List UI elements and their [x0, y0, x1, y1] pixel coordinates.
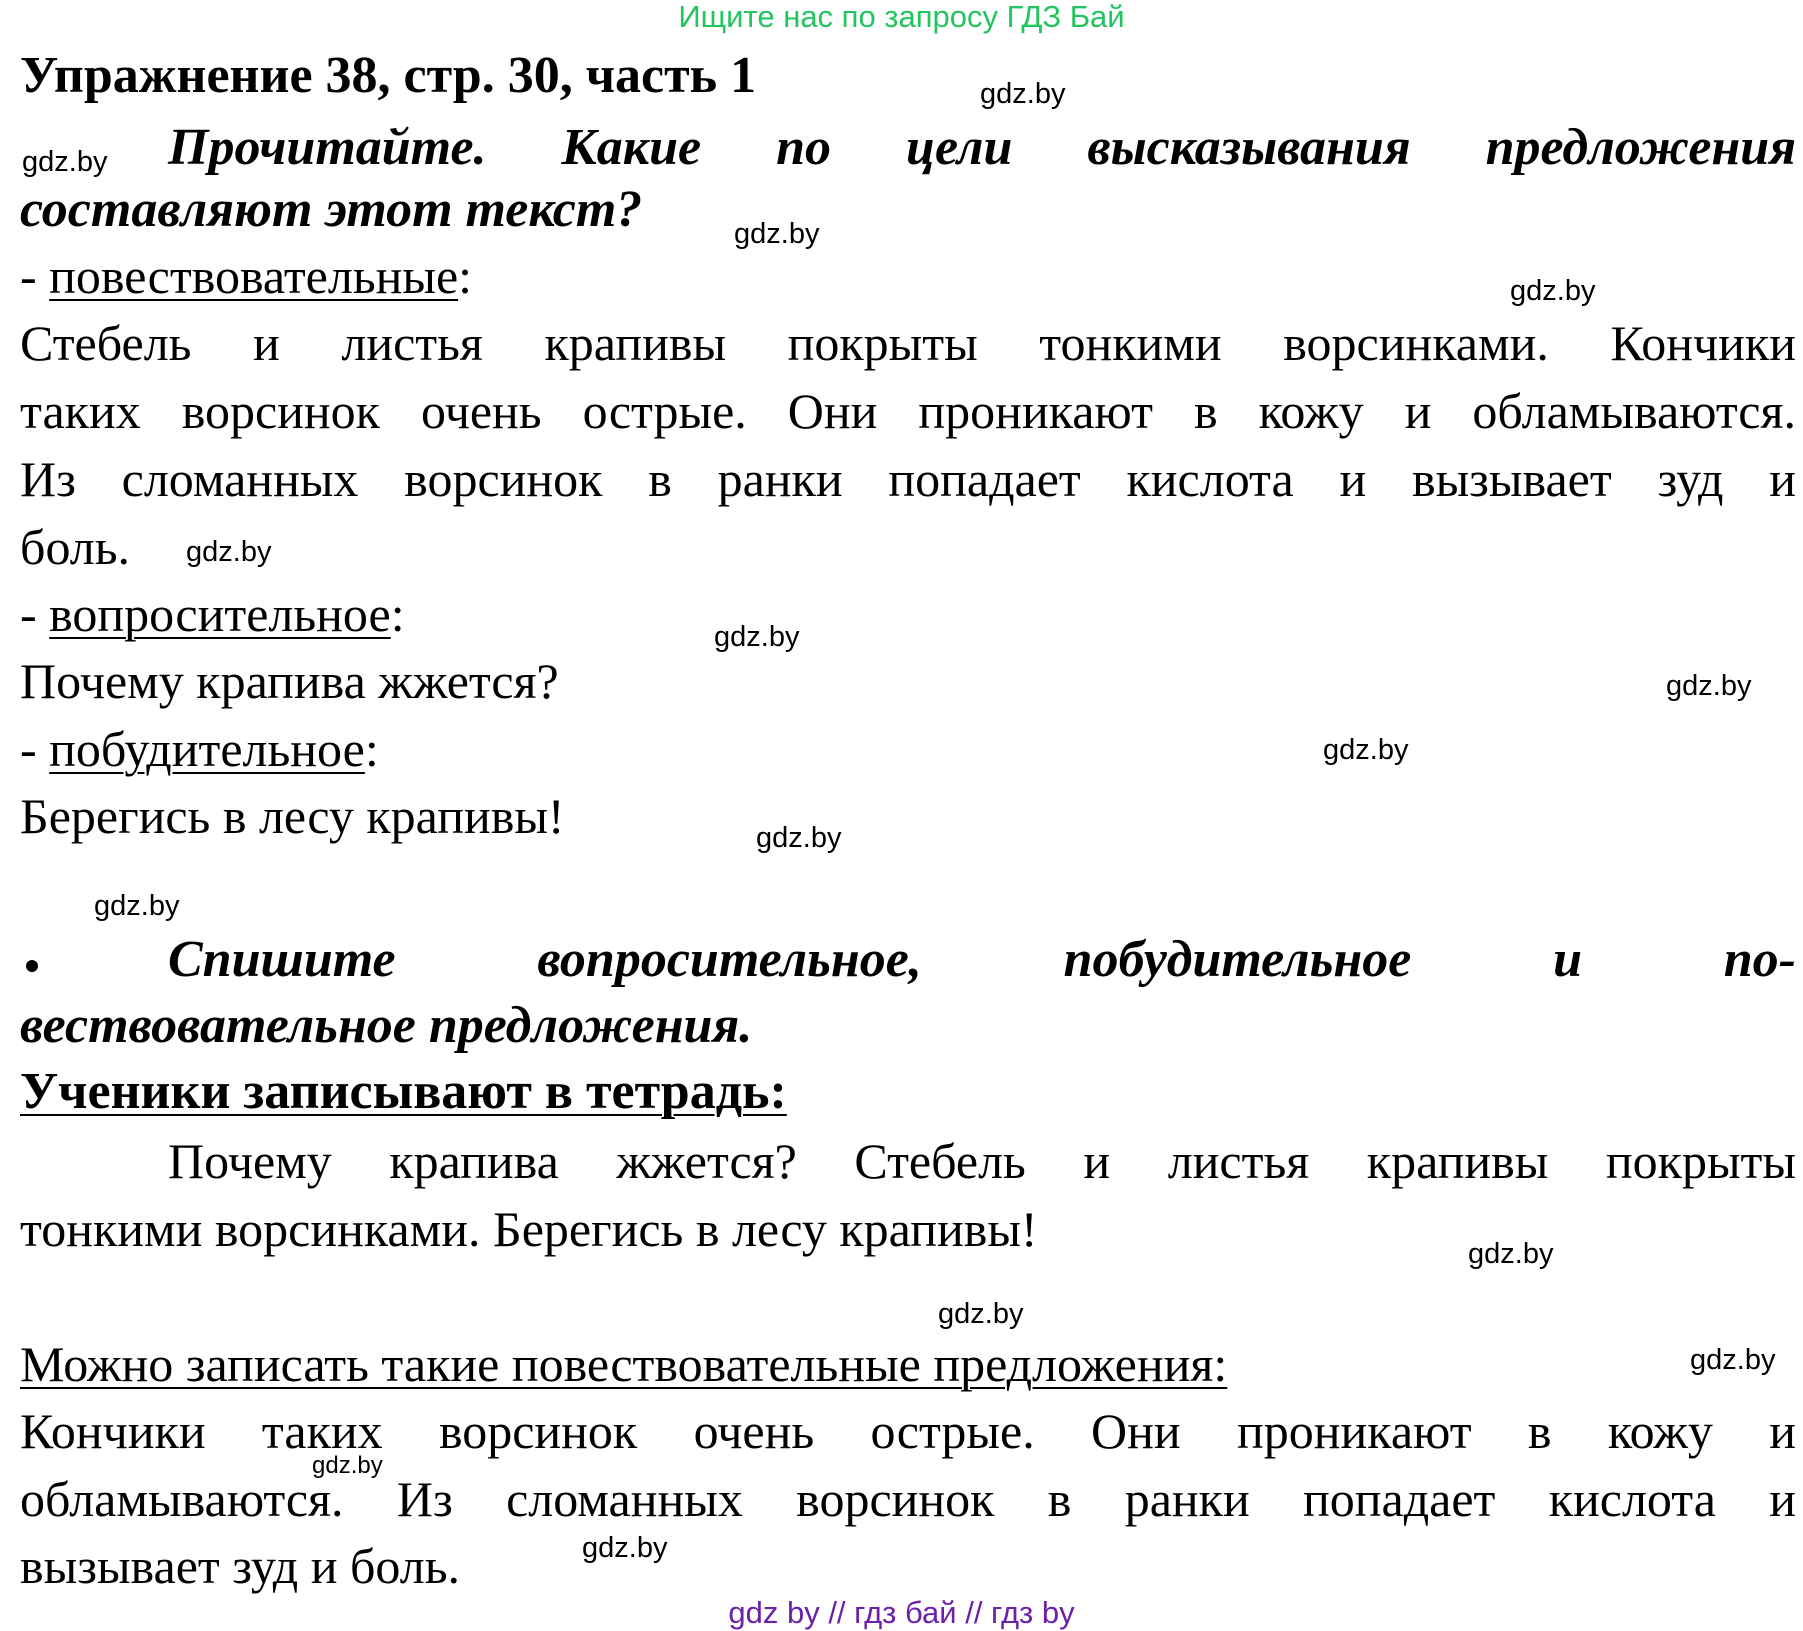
narrative-text-line-3: Из сломанных ворсинок в ранки попадает кислота и вызывает зуд и	[20, 451, 1796, 507]
students-text-line-2: тонкими ворсинками. Берегись в лесу крапивы!	[20, 1201, 1038, 1257]
watermark: gdz.by	[582, 1532, 668, 1564]
bottom-banner: gdz by // гдз бай // гдз by	[728, 1595, 1075, 1630]
watermark: gdz.by	[938, 1298, 1024, 1330]
narrative-label: повествовательные	[49, 248, 459, 304]
watermark: gdz.by	[734, 218, 820, 250]
dash: -	[20, 586, 50, 642]
alt-text-line-2: обламываются. Из сломанных ворсинок в ранки попадает кислота и	[20, 1471, 1796, 1527]
task-2-line-1: Спишите вопросительное, побудительное и по-	[168, 931, 1796, 988]
bullet-icon	[26, 960, 38, 972]
question-label-line	[20, 584, 1796, 644]
colon: :	[364, 721, 379, 777]
task-2-line-2: вествовательное предложения.	[20, 997, 753, 1054]
alt-heading	[20, 1334, 1796, 1394]
watermark: gdz.by	[980, 78, 1066, 110]
watermark: gdz.by	[714, 621, 800, 653]
watermark: gdz.by	[756, 822, 842, 854]
students-heading	[20, 1062, 1796, 1122]
watermark: gdz.by	[186, 536, 272, 568]
alt-heading-text: Можно записать такие повествовательные предложения:	[20, 1336, 1228, 1392]
narrative-text-line-4: боль.	[20, 519, 131, 575]
colon: :	[390, 586, 405, 642]
exercise-title: Упражнение 38, стр. 30, часть 1	[20, 47, 757, 104]
alt-text-line-3: вызывает зуд и боль.	[20, 1538, 461, 1594]
alt-text-line-1: Кончики таких ворсинок очень острые. Они проникают в кожу и	[20, 1403, 1796, 1459]
dash: -	[20, 721, 50, 777]
top-banner: Ищите нас по запросу ГДЗ Бай	[678, 0, 1125, 34]
narrative-text-line-2: таких ворсинок очень острые. Они проникают в кожу и обламываются.	[20, 383, 1796, 439]
watermark: gdz.by	[1690, 1344, 1776, 1376]
dash: -	[20, 248, 50, 304]
watermark: gdz.by	[312, 1452, 383, 1479]
watermark: gdz.by	[1468, 1238, 1554, 1270]
students-heading-text: Ученики записывают в тетрадь:	[20, 1063, 787, 1120]
task-instruction-line-2: составляют этот текст?	[20, 181, 643, 238]
watermark: gdz.by	[1666, 670, 1752, 702]
task-instruction-line-1: Прочитайте. Какие по цели высказывания предложения	[168, 119, 1796, 176]
imperative-label: побудительное	[49, 721, 365, 777]
watermark: gdz.by	[1323, 734, 1409, 766]
students-text-line-1: Почему крапива жжется? Стебель и листья крапивы покрыты	[168, 1133, 1796, 1189]
watermark: gdz.by	[94, 890, 180, 922]
question-text: Почему крапива жжется?	[20, 653, 559, 709]
watermark: gdz.by	[1510, 275, 1596, 307]
question-label: вопросительное	[49, 586, 391, 642]
narrative-text-line-1: Стебель и листья крапивы покрыты тонкими ворсинками. Кончики	[20, 315, 1796, 371]
colon: :	[458, 248, 473, 304]
imperative-text: Берегись в лесу крапивы!	[20, 788, 565, 844]
watermark: gdz.by	[22, 146, 108, 178]
imperative-label-line	[20, 719, 1796, 779]
